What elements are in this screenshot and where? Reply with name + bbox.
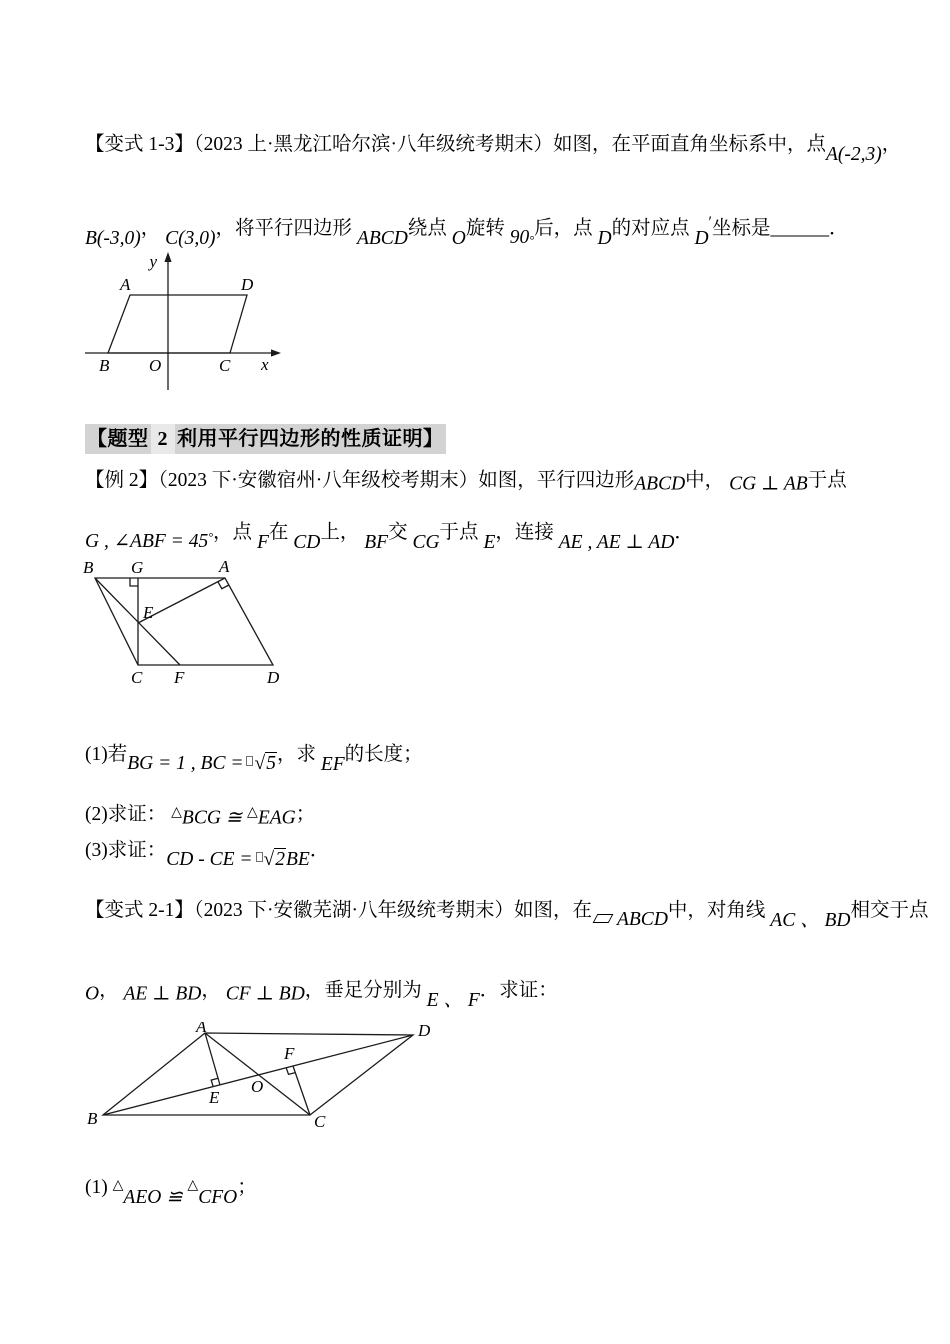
fig2-label-C: C: [131, 668, 143, 687]
fig1-label-x: x: [261, 355, 269, 374]
formula-ae-perp-bd: AE ⊥ BD: [123, 983, 202, 1004]
formula-eag: EAG: [257, 807, 296, 828]
formula-abcd: ABCD: [634, 473, 686, 494]
fig1-label-O: O: [149, 356, 162, 375]
fig3-label-B: B: [87, 1109, 98, 1128]
fig2-label-E: E: [143, 603, 154, 622]
fig3-label-A: A: [196, 1022, 207, 1036]
triangle-icon: △: [247, 803, 258, 820]
fig3-label-F: F: [284, 1044, 295, 1063]
formula-CD: CD: [293, 531, 321, 553]
right-angle-mark-G: [130, 578, 138, 586]
formula-cf-perp-bd: CF ⊥ BD: [225, 983, 305, 1004]
fig2-label-B: B: [83, 558, 94, 577]
para-question-2: [85, 802, 315, 832]
text-run: ，垂足分别为: [304, 979, 422, 1001]
text-run: ，连接: [495, 521, 554, 543]
prime-mark: ′: [708, 213, 712, 231]
formula-bcg: BCG ≅: [181, 807, 243, 828]
text-run: 的对应点: [611, 217, 690, 239]
formula-text: ABCD: [616, 909, 668, 931]
para-variant-1-3-line1: [85, 132, 901, 168]
formula-90deg: [510, 227, 534, 248]
text-run: (3)求证：: [85, 839, 167, 861]
fig1-label-y: y: [149, 252, 157, 271]
fig2-label-A: A: [219, 558, 230, 576]
triangle-icon: △: [171, 803, 182, 820]
text-run: 旋转: [465, 217, 505, 239]
text-run: (1): [85, 1176, 108, 1198]
fig3-label-O: O: [251, 1077, 264, 1096]
fig2-label-D: D: [267, 668, 280, 687]
text-run: ；: [295, 803, 316, 825]
text-run: 绕点: [407, 217, 447, 239]
formula-point-A: A(-2,3): [825, 143, 882, 165]
formula-point-D: D: [597, 227, 612, 249]
para-variant-2-1-line2: [85, 978, 558, 1014]
heading-number: 2: [151, 424, 176, 454]
para-variant-2-1-line1: [85, 898, 928, 934]
text-run: 于点: [439, 521, 479, 543]
formula-abcd: ABCD: [356, 227, 408, 249]
text-run: 【变式 2-1】（2023 下·安徽芜湖·八年级统考期末）如图，在: [85, 899, 592, 921]
y-axis-arrow-icon: [164, 252, 171, 262]
formula-CG: CG: [412, 531, 440, 553]
radicand: 5: [266, 753, 276, 775]
text-run: 的长度；: [344, 743, 423, 765]
fig3-label-E: E: [209, 1088, 220, 1107]
formula-text: BG = 1 , BC =: [127, 753, 244, 775]
formula-F: F: [256, 531, 269, 553]
text-run: 相交于点: [850, 899, 929, 921]
fig3-label-D: D: [418, 1022, 431, 1040]
text-run: ．求证：: [479, 979, 558, 1001]
formula-ae-perp-ad: AE , AE ⊥ AD: [558, 531, 675, 553]
text-run: 于点: [807, 469, 847, 491]
text-run: ，点: [213, 521, 253, 543]
degree-symbol: °: [529, 233, 535, 248]
text-run: ，: [99, 979, 119, 1001]
text-run: 坐标是: [711, 217, 771, 239]
parallelogram-badc: [95, 578, 273, 665]
formula-point-C: C(3,0): [165, 227, 216, 249]
formula-cd-ce: [166, 849, 310, 870]
text-run: ，: [881, 133, 902, 155]
sqrt-icon: √: [254, 753, 266, 775]
figure-coordinate-parallelogram: [75, 250, 325, 398]
figure-parallelogram-variant21: [85, 1022, 445, 1134]
root-index-box-icon: [246, 756, 253, 766]
text-run: 【例 2】（2023 下·安徽宿州·八年级校考期末）如图，平行四边形: [85, 469, 635, 491]
text-run: 交: [388, 521, 408, 543]
formula-text: G , ∠ABF = 45: [85, 531, 209, 553]
para-example-2-line2: [85, 520, 694, 556]
text-run: 在: [268, 521, 289, 543]
para-question-3: [85, 838, 329, 874]
formula-origin-O: O: [451, 227, 466, 249]
fig1-label-C: C: [219, 356, 231, 375]
para-question-1: [85, 742, 423, 778]
formula-text: CD - CE =: [166, 849, 253, 871]
text-run: ，: [201, 979, 221, 1001]
formula-point-D-image: D: [694, 227, 709, 249]
answer-blank: ______: [770, 217, 829, 239]
parallelogram-icon: [593, 914, 614, 923]
formula-ac-bd: AC 、 BD: [770, 909, 851, 931]
formula-BF: BF: [364, 531, 389, 553]
radicand: 2: [275, 849, 285, 871]
text-run: ，将平行四边形: [215, 217, 353, 239]
sqrt-icon: √: [263, 849, 275, 871]
fig1-label-D: D: [241, 275, 254, 294]
parallelogram-abcd: [108, 295, 247, 353]
formula-cg-perp-ab: CG ⊥ AB: [729, 473, 808, 494]
formula-bg-bc: [127, 753, 277, 774]
degree-symbol: °: [208, 530, 214, 545]
formula-pgram-abcd: [592, 909, 668, 930]
text-run: ；: [237, 1176, 257, 1198]
text-run: (2)求证：: [85, 803, 167, 825]
text-run: ．: [309, 839, 330, 861]
formula-aeo: AEO ≌: [123, 1186, 183, 1208]
formula-e-f: E 、 F: [426, 989, 480, 1011]
text-run: ，求: [276, 743, 316, 765]
para-example-2-line1: [85, 468, 847, 498]
text-run: 中，: [685, 469, 725, 491]
text-run: 【变式 1-3】（2023 上·黑龙江哈尔滨·八年级统考期末）如图，在平面直角坐标系中，点: [85, 133, 826, 155]
fig1-label-A: A: [120, 275, 131, 294]
para-variant-1-3-line2: [85, 212, 849, 252]
text-run: ．: [674, 521, 694, 543]
triangle-icon: △: [112, 1176, 124, 1193]
fig3-label-C: C: [314, 1112, 326, 1131]
text-run: 上，: [320, 521, 360, 543]
formula-angle-abf: [85, 531, 213, 552]
fig2-label-F: F: [174, 668, 185, 687]
text-run: ，: [140, 217, 161, 239]
figure-parallelogram-example2: [70, 558, 335, 708]
text-run: ．: [828, 217, 849, 239]
section-heading: [85, 426, 446, 453]
fig2-label-G: G: [131, 558, 144, 577]
text-run: (1)若: [85, 743, 128, 765]
segment-AE: [205, 1033, 220, 1085]
triangle-icon: △: [187, 1176, 199, 1193]
para-question-4: [85, 1175, 257, 1211]
formula-E: E: [483, 531, 496, 553]
text-run: 中，对角线: [667, 899, 766, 921]
formula-point-B: B(-3,0): [85, 227, 141, 249]
formula-cfo: CFO: [198, 1186, 238, 1208]
text-run: 后，点: [534, 217, 593, 239]
root-index-box-icon: [256, 852, 263, 862]
formula-text: BE: [286, 849, 310, 871]
fig1-label-B: B: [99, 356, 110, 375]
formula-EF: EF: [320, 753, 345, 775]
heading-prefix: 【题型: [85, 424, 151, 454]
number-90: 90: [509, 227, 530, 249]
heading-title: 利用平行四边形的性质证明】: [175, 424, 446, 454]
formula-O: O: [85, 983, 100, 1004]
x-axis-arrow-icon: [271, 349, 281, 356]
